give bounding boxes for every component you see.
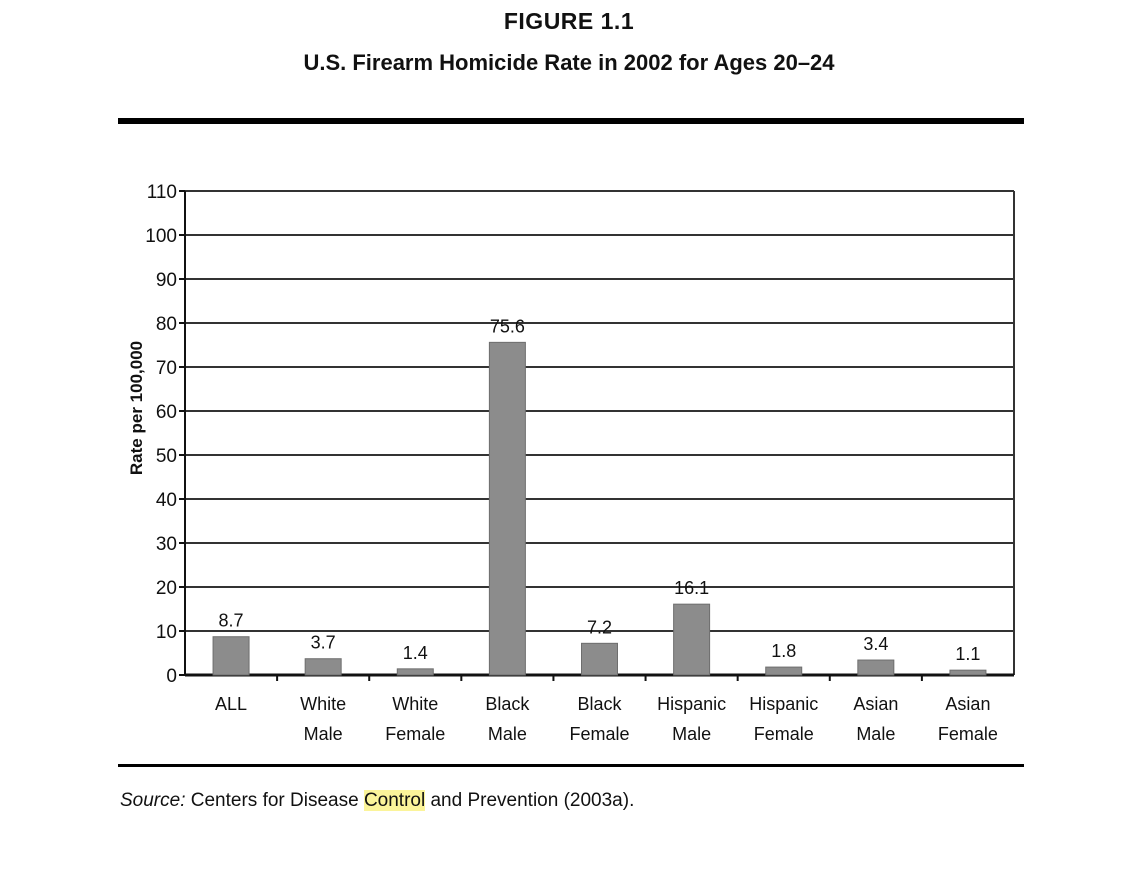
source-text-before: Centers for Disease bbox=[185, 790, 364, 811]
y-tick-label: 80 bbox=[155, 314, 177, 335]
y-tick-label: 40 bbox=[155, 490, 177, 511]
y-tick-label: 0 bbox=[166, 666, 177, 687]
x-category-label: Black bbox=[577, 694, 622, 714]
x-category-label: Male bbox=[672, 724, 712, 744]
y-tick-label: 20 bbox=[155, 578, 177, 599]
y-tick-label: 70 bbox=[155, 358, 177, 379]
x-category-label: Hispanic bbox=[749, 694, 819, 714]
y-tick-label: 50 bbox=[155, 446, 177, 467]
source-text-after: and Prevention (2003a). bbox=[425, 790, 635, 811]
data-label: 1.4 bbox=[402, 642, 428, 663]
x-category-label: Asian bbox=[853, 694, 899, 714]
chart-title: U.S. Firearm Homicide Rate in 2002 for Ages 20–24 bbox=[303, 50, 835, 75]
y-tick-label: 10 bbox=[155, 622, 177, 643]
y-tick-label: 90 bbox=[155, 270, 177, 291]
x-category-label: ALL bbox=[215, 694, 248, 714]
y-tick-label: 110 bbox=[146, 182, 177, 203]
x-category-label: Black bbox=[485, 694, 530, 714]
source-note bbox=[120, 790, 634, 812]
source-highlighted-word: Control bbox=[363, 790, 426, 811]
data-label: 75.6 bbox=[489, 316, 525, 337]
x-category-label: Female bbox=[569, 724, 630, 744]
data-label: 8.7 bbox=[218, 610, 244, 631]
data-label: 3.4 bbox=[863, 634, 889, 655]
x-category-label: Hispanic bbox=[657, 694, 727, 714]
y-tick-label: 30 bbox=[155, 534, 177, 555]
bar bbox=[397, 669, 433, 675]
source-label: Source: bbox=[120, 790, 186, 811]
x-category-label: White bbox=[392, 694, 439, 714]
bottom-rule bbox=[118, 764, 1024, 767]
figure-label: FIGURE 1.1 bbox=[503, 8, 635, 34]
y-tick-label: 100 bbox=[145, 226, 177, 247]
data-label: 1.1 bbox=[955, 644, 981, 665]
x-category-label: Male bbox=[487, 724, 527, 744]
bar bbox=[950, 670, 986, 675]
bar bbox=[674, 604, 710, 675]
x-category-label: Male bbox=[303, 724, 343, 744]
bar bbox=[858, 660, 894, 675]
x-category-label: Female bbox=[753, 724, 814, 744]
bar bbox=[489, 342, 525, 675]
y-tick-label: 60 bbox=[155, 402, 177, 423]
x-category-label: Female bbox=[937, 724, 998, 744]
data-label: 16.1 bbox=[674, 578, 710, 599]
data-label: 3.7 bbox=[310, 632, 336, 653]
x-category-label: White bbox=[300, 694, 347, 714]
x-category-label: Asian bbox=[945, 694, 991, 714]
y-axis-title: Rate per 100,000 bbox=[127, 340, 146, 476]
bar bbox=[305, 659, 341, 675]
x-category-label: Female bbox=[385, 724, 446, 744]
x-category-label: Male bbox=[856, 724, 896, 744]
data-label: 1.8 bbox=[771, 641, 797, 662]
data-label: 7.2 bbox=[586, 617, 613, 638]
bar bbox=[582, 643, 618, 675]
bar bbox=[766, 667, 802, 675]
bar bbox=[213, 637, 249, 675]
